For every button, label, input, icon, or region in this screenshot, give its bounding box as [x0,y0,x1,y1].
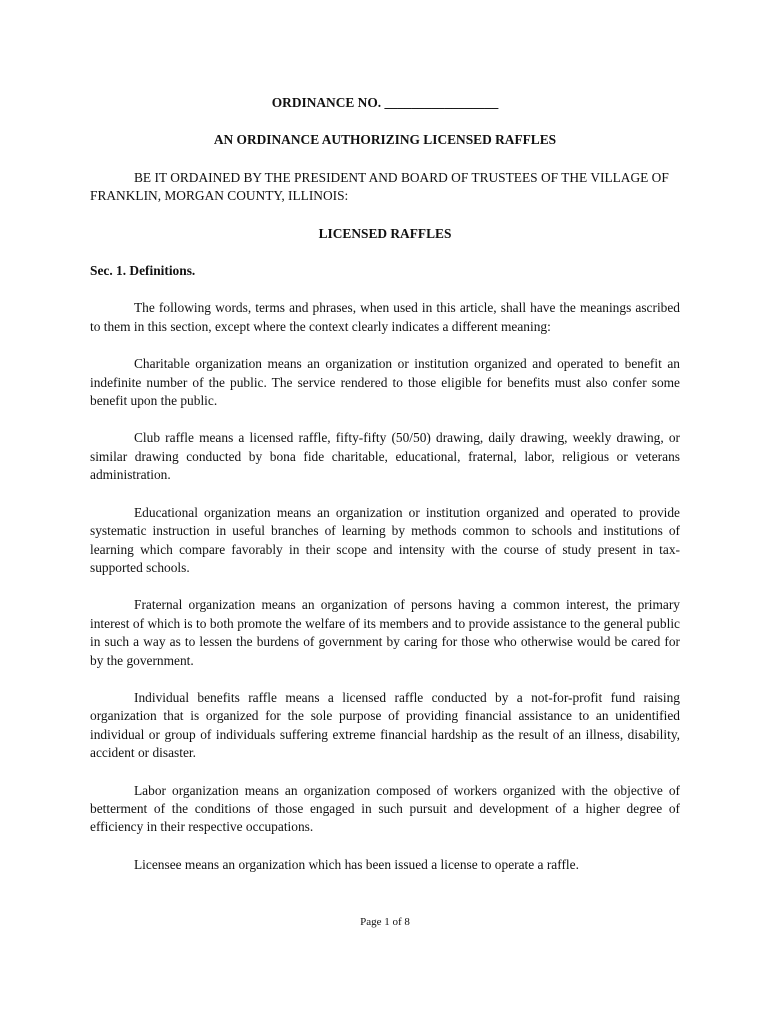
definition-charitable-organization: Charitable organization means an organization or institution organized and operated to benefit an indefinite number of the public. The service rendered to those eligible for benefits must also confer some benefit upon the public. [90,356,680,409]
ordinance-title: AN ORDINANCE AUTHORIZING LICENSED RAFFLES [213,132,557,148]
definition-educational-organization: Educational organization means an organization or institution organized and operated to provide systematic instruction in useful branches of learning by methods common to schools and institutions of learning which compare favorably in their scope and intensity with the course of study present in tax-supported schools. [90,504,680,575]
ordinance-number: ORDINANCE NO. _________________ [271,95,499,110]
section-heading: Sec. 1. Definitions. [90,263,196,279]
paragraph-intro: The following words, terms and phrases, when used in this article, shall have the meanings ascribed to them in this section, except where the context clearly indicates a different meaning: [90,300,680,334]
definition-labor-organization: Labor organization means an organization composed of workers organized with the objective of betterment of the conditions of those engaged in such pursuit and development of a higher degree of efficiency in their respective occupations. [90,782,680,835]
definition-individual-benefits-raffle: Individual benefits raffle means a licensed raffle conducted by a not-for-profit fund raising organization that is organized for the sole purpose of providing financial assistance to an unidentified individual or group of individuals suffering extreme financial hardship as the result of an illness, disability, accident or disaster. [90,689,680,761]
page-number: Page 1 of 8 [360,916,410,928]
document-body [90,94,680,893]
definition-fraternal-organization: Fraternal organization means an organization of persons having a common interest, the primary interest of which is to both promote the welfare of its members and to provide assistance to the general public in such a way as to lessen the burdens of government by caring for those who otherwise would be cared for by the government. [90,597,680,668]
definition-licensee: Licensee means an organization which has been issued a license to operate a raffle. [134,856,579,872]
enacting-clause: BE IT ORDAINED BY THE PRESIDENT AND BOARD OF TRUSTEES OF THE VILLAGE OF FRANKLIN, MORGAN COUNTY, ILLINOIS: [90,169,669,204]
definition-club-raffle: Club raffle means a licensed raffle, fifty-fifty (50/50) drawing, daily drawing, weekly drawing, or similar drawing conducted by bona fide charitable, educational, fraternal, labor, religious or veterans administration. [90,430,680,483]
article-title: LICENSED RAFFLES [318,225,452,241]
